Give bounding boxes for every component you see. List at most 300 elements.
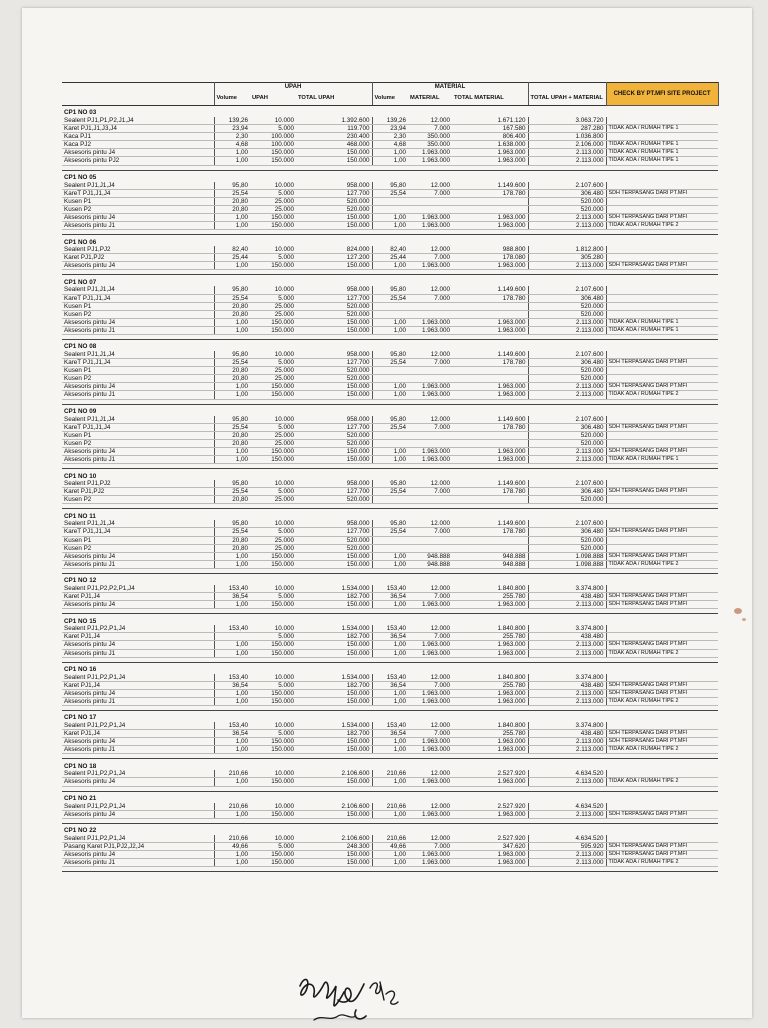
check-note: TIDAK ADA / RUMAH TIPE 1: [606, 157, 718, 165]
total-upah-material: 306.480: [528, 423, 606, 431]
check-note: SDH TERPASANG DARI PT.MFI: [606, 552, 718, 560]
item-name: Kaca PJ1: [62, 133, 214, 141]
total-upah: 150.000: [296, 746, 372, 754]
material-rate: 12.000: [408, 770, 452, 778]
check-note: SDH TERPASANG DARI PT.MFI: [606, 730, 718, 738]
volume-upah: 36,54: [214, 681, 250, 689]
upah-rate: 10.000: [250, 585, 296, 593]
table-row: [62, 585, 718, 593]
upah-rate: 10.000: [250, 351, 296, 359]
material-rate: 7.000: [408, 730, 452, 738]
volume-material: [372, 367, 408, 375]
material-rate: 7.000: [408, 125, 452, 133]
total-upah: 1.534.000: [296, 674, 372, 682]
material-rate: 1.963.000: [408, 383, 452, 391]
total-upah: 520.000: [296, 544, 372, 552]
total-upah: 150.000: [296, 222, 372, 230]
col-header-total-material: TOTAL MATERIAL: [452, 93, 528, 106]
volume-material: 4,68: [372, 141, 408, 149]
material-rate: 1.963.000: [408, 810, 452, 818]
total-material: 1.840.800: [452, 585, 528, 593]
item-name: Kusen P2: [62, 439, 214, 447]
item-name: Karet PJ1,J4: [62, 681, 214, 689]
material-rate: 7.000: [408, 189, 452, 197]
volume-material: 25,44: [372, 254, 408, 262]
total-upah-material: 438.480: [528, 633, 606, 641]
total-material: 178.780: [452, 294, 528, 302]
volume-upah: 1,00: [214, 447, 250, 455]
check-note: TIDAK ADA / RUMAH TIPE 1: [606, 141, 718, 149]
total-material: 1.963.000: [452, 447, 528, 455]
check-note: TIDAK ADA / RUMAH TIPE 2: [606, 649, 718, 657]
total-upah-material: 2.113.000: [528, 810, 606, 818]
total-material: 988.800: [452, 246, 528, 254]
volume-material: 95,80: [372, 182, 408, 190]
upah-rate: 5.000: [250, 423, 296, 431]
total-upah-material: 520.000: [528, 496, 606, 504]
table-row: [62, 674, 718, 682]
total-upah-material: 438.480: [528, 681, 606, 689]
check-note: SDH TERPASANG DARI PT.MFI: [606, 189, 718, 197]
table-row: [62, 391, 718, 399]
item-name: Sealent PJ1,J1,J4: [62, 416, 214, 424]
volume-upah: 20,80: [214, 302, 250, 310]
material-group-header: MATERIAL: [372, 83, 528, 94]
total-upah-material: 287.280: [528, 125, 606, 133]
total-material: 1.963.000: [452, 810, 528, 818]
section-title: CP1 NO 05: [64, 174, 97, 182]
volume-material: 153,40: [372, 625, 408, 633]
material-rate: 7.000: [408, 681, 452, 689]
item-name: Sealent PJ1,P2,P1,J4: [62, 722, 214, 730]
check-note: SDH TERPASANG DARI PT.MFI: [606, 488, 718, 496]
table-row: [62, 730, 718, 738]
material-rate: 350.000: [408, 141, 452, 149]
upah-rate: 25.000: [250, 536, 296, 544]
volume-upah: 25,54: [214, 528, 250, 536]
table-row: [62, 117, 718, 125]
item-name: Sealent PJ1,J1,J4: [62, 286, 214, 294]
total-upah-material: 2.113.000: [528, 697, 606, 705]
material-rate: 12.000: [408, 835, 452, 843]
upah-rate: 25.000: [250, 439, 296, 447]
upah-rate: 150.000: [250, 778, 296, 786]
section-header-row: [62, 469, 718, 481]
upah-rate: 100.000: [250, 133, 296, 141]
total-upah: 127.700: [296, 359, 372, 367]
total-upah: 958.000: [296, 480, 372, 488]
item-name: Sealent PJ1,P2,P1,J4: [62, 625, 214, 633]
upah-rate: 10.000: [250, 835, 296, 843]
total-material: [452, 367, 528, 375]
item-name: Aksesoris pintu PJ2: [62, 157, 214, 165]
total-upah-material: 595.920: [528, 842, 606, 850]
volume-material: 36,54: [372, 681, 408, 689]
upah-rate: 150.000: [250, 649, 296, 657]
item-name: Karet PJ1,PJ2: [62, 488, 214, 496]
volume-upah: 1,00: [214, 850, 250, 858]
upah-rate: 150.000: [250, 447, 296, 455]
total-upah: 127.700: [296, 423, 372, 431]
volume-material: 25,54: [372, 294, 408, 302]
table-row: [62, 439, 718, 447]
item-name: Aksesoris pintu J1: [62, 222, 214, 230]
table-row: [62, 133, 718, 141]
upah-rate: 10.000: [250, 625, 296, 633]
total-upah: 520.000: [296, 302, 372, 310]
material-rate: [408, 302, 452, 310]
section-title: CP1 NO 09: [64, 407, 97, 415]
upah-rate: 100.000: [250, 141, 296, 149]
total-upah-material: 3.063.720: [528, 117, 606, 125]
total-upah: 958.000: [296, 351, 372, 359]
total-upah: 150.000: [296, 601, 372, 609]
total-upah-material: 2.113.000: [528, 213, 606, 221]
table-row: [62, 778, 718, 786]
volume-upah: 49,66: [214, 842, 250, 850]
check-note: SDH TERPASANG DARI PT.MFI: [606, 593, 718, 601]
total-upah-material: 520.000: [528, 431, 606, 439]
table-row: [62, 770, 718, 778]
upah-rate: 150.000: [250, 213, 296, 221]
table-row: [62, 689, 718, 697]
material-rate: 1.963.000: [408, 697, 452, 705]
item-name: Kusen P1: [62, 431, 214, 439]
col-header-volume-material: Volume: [372, 93, 408, 106]
table-row: [62, 310, 718, 318]
section-header-row: [62, 573, 718, 585]
volume-upah: 210,66: [214, 803, 250, 811]
volume-material: 25,54: [372, 528, 408, 536]
table-row: [62, 560, 718, 568]
volume-material: 1,00: [372, 383, 408, 391]
table-row: [62, 423, 718, 431]
volume-upah: 20,80: [214, 439, 250, 447]
table-row: [62, 262, 718, 270]
material-rate: 350.000: [408, 133, 452, 141]
volume-material: 1,00: [372, 262, 408, 270]
table-row: [62, 326, 718, 334]
item-name: Aksesoris pintu J1: [62, 326, 214, 334]
volume-upah: 20,80: [214, 367, 250, 375]
item-name: Aksesoris pintu J4: [62, 689, 214, 697]
section-header-row: [62, 823, 718, 835]
volume-upah: 210,66: [214, 835, 250, 843]
check-note: [606, 205, 718, 213]
volume-material: 1,00: [372, 222, 408, 230]
section-header-row: [62, 339, 718, 351]
col-header-volume-upah: Volume: [214, 93, 250, 106]
total-upah-material: 3.374.800: [528, 625, 606, 633]
volume-material: 25,54: [372, 189, 408, 197]
section-title: CP1 NO 18: [64, 762, 97, 770]
material-rate: 1.963.000: [408, 738, 452, 746]
upah-rate: 5.000: [250, 294, 296, 302]
total-upah-material: 3.374.800: [528, 722, 606, 730]
check-note: [606, 633, 718, 641]
volume-upah: 25,44: [214, 254, 250, 262]
material-rate: 7.000: [408, 842, 452, 850]
item-name: KareT PJ1,J1,J4: [62, 359, 214, 367]
total-upah: 150.000: [296, 149, 372, 157]
volume-material: [372, 439, 408, 447]
upah-rate: 25.000: [250, 496, 296, 504]
upah-rate: 25.000: [250, 302, 296, 310]
table-row: [62, 246, 718, 254]
total-upah-material: 3.374.800: [528, 674, 606, 682]
item-name: KareT PJ1,J1,J4: [62, 528, 214, 536]
material-rate: 12.000: [408, 480, 452, 488]
volume-material: 95,80: [372, 351, 408, 359]
total-upah: 150.000: [296, 689, 372, 697]
table-row: [62, 431, 718, 439]
volume-upah: 1,00: [214, 383, 250, 391]
material-rate: 12.000: [408, 286, 452, 294]
table-row: [62, 383, 718, 391]
total-upah: 958.000: [296, 182, 372, 190]
item-name: Sealent PJ1,P2,P2,P1,J4: [62, 585, 214, 593]
total-upah: 520.000: [296, 431, 372, 439]
check-note: SDH TERPASANG DARI PT.MFI: [606, 601, 718, 609]
material-rate: 1.963.000: [408, 689, 452, 697]
total-upah-material: 2.107.600: [528, 480, 606, 488]
volume-upah: 153,40: [214, 585, 250, 593]
table-row: [62, 197, 718, 205]
volume-upah: 4,68: [214, 141, 250, 149]
table-row: [62, 649, 718, 657]
volume-material: 25,54: [372, 359, 408, 367]
volume-material: 25,54: [372, 423, 408, 431]
item-name: Aksesoris pintu J1: [62, 560, 214, 568]
table-row: [62, 697, 718, 705]
total-upah: 1.392.600: [296, 117, 372, 125]
total-material: 255.780: [452, 593, 528, 601]
table-row: [62, 416, 718, 424]
upah-rate: 25.000: [250, 375, 296, 383]
item-name: Sealent PJ1,PJ2: [62, 246, 214, 254]
volume-upah: 82,40: [214, 246, 250, 254]
item-name: Karet PJ1,J4: [62, 633, 214, 641]
scanned-document-page: [22, 8, 752, 1018]
volume-upah: 95,80: [214, 520, 250, 528]
volume-material: [372, 431, 408, 439]
total-material: 1.963.000: [452, 778, 528, 786]
material-rate: 7.000: [408, 488, 452, 496]
volume-material: [372, 544, 408, 552]
total-upah-material: 4.634.520: [528, 770, 606, 778]
total-material: 1.840.800: [452, 722, 528, 730]
volume-upah: 1,00: [214, 649, 250, 657]
total-material: 1.149.600: [452, 182, 528, 190]
total-upah-material: 2.113.000: [528, 318, 606, 326]
item-name: Karet PJ1,J4: [62, 593, 214, 601]
item-name: Kusen P1: [62, 367, 214, 375]
total-upah: 150.000: [296, 262, 372, 270]
material-rate: 12.000: [408, 520, 452, 528]
total-upah: 520.000: [296, 205, 372, 213]
total-upah: 150.000: [296, 326, 372, 334]
volume-upah: 95,80: [214, 286, 250, 294]
section-title: CP1 NO 22: [64, 827, 97, 835]
total-upah-material: 2.113.000: [528, 222, 606, 230]
check-note: [606, 246, 718, 254]
volume-upah: 153,40: [214, 625, 250, 633]
material-rate: 1.963.000: [408, 213, 452, 221]
total-upah-material: 1.098.888: [528, 552, 606, 560]
check-note: SDH TERPASANG DARI PT.MFI: [606, 423, 718, 431]
check-note: SDH TERPASANG DARI PT.MFI: [606, 689, 718, 697]
item-name: Aksesoris pintu J4: [62, 850, 214, 858]
material-rate: 1.963.000: [408, 778, 452, 786]
total-material: 1.963.000: [452, 850, 528, 858]
total-upah-material: 2.113.000: [528, 149, 606, 157]
section-header-row: [62, 275, 718, 287]
volume-upah: 20,80: [214, 536, 250, 544]
item-name: Sealent PJ1,P2,P1,J4: [62, 770, 214, 778]
total-upah-material: 2.113.000: [528, 456, 606, 464]
volume-upah: 1,00: [214, 262, 250, 270]
item-name: Aksesoris pintu J4: [62, 641, 214, 649]
upah-rate: 5.000: [250, 189, 296, 197]
item-name: Pasang Karet PJ1,PJ2,J2,J4: [62, 842, 214, 850]
table-header-group-row: [62, 83, 718, 94]
total-upah-material: 2.113.000: [528, 157, 606, 165]
total-upah: 150.000: [296, 318, 372, 326]
table-row: [62, 286, 718, 294]
volume-upah: 153,40: [214, 674, 250, 682]
total-material: 1.840.800: [452, 625, 528, 633]
material-rate: 12.000: [408, 674, 452, 682]
total-upah: 958.000: [296, 286, 372, 294]
total-material: 255.780: [452, 681, 528, 689]
total-upah: 958.000: [296, 520, 372, 528]
check-note: TIDAK ADA / RUMAH TIPE 2: [606, 560, 718, 568]
volume-upah: 1,00: [214, 157, 250, 165]
upah-rate: 150.000: [250, 689, 296, 697]
table-row: [62, 633, 718, 641]
volume-upah: 95,80: [214, 416, 250, 424]
upah-rate: 5.000: [250, 633, 296, 641]
volume-upah: 25,54: [214, 189, 250, 197]
total-material: 1.963.000: [452, 318, 528, 326]
total-material: 1.963.000: [452, 859, 528, 867]
volume-upah: 1,00: [214, 689, 250, 697]
item-name: Kaca PJ2: [62, 141, 214, 149]
table-row: [62, 746, 718, 754]
upah-rate: 150.000: [250, 697, 296, 705]
volume-upah: 2,30: [214, 133, 250, 141]
check-note: [606, 133, 718, 141]
material-rate: [408, 431, 452, 439]
total-upah: 150.000: [296, 560, 372, 568]
check-note: [606, 117, 718, 125]
upah-rate: 10.000: [250, 803, 296, 811]
check-note: TIDAK ADA / RUMAH TIPE 2: [606, 746, 718, 754]
section-header-row: [62, 170, 718, 182]
total-upah: 150.000: [296, 738, 372, 746]
material-rate: [408, 439, 452, 447]
total-material: 1.840.800: [452, 674, 528, 682]
total-upah-material: 306.480: [528, 488, 606, 496]
material-rate: 1.963.000: [408, 326, 452, 334]
material-rate: 7.000: [408, 593, 452, 601]
upah-rate: 25.000: [250, 310, 296, 318]
upah-rate: 5.000: [250, 125, 296, 133]
item-name: Aksesoris pintu J4: [62, 447, 214, 455]
total-upah: 248.300: [296, 842, 372, 850]
check-note: SDH TERPASANG DARI PT.MFI: [606, 359, 718, 367]
table-row: [62, 157, 718, 165]
total-upah-material: 306.480: [528, 359, 606, 367]
material-rate: 12.000: [408, 246, 452, 254]
check-note: [606, 310, 718, 318]
volume-material: 210,66: [372, 770, 408, 778]
table-row: [62, 850, 718, 858]
check-note: [606, 431, 718, 439]
section-title: CP1 NO 08: [64, 343, 97, 351]
upah-rate: 10.000: [250, 722, 296, 730]
material-rate: 1.963.000: [408, 149, 452, 157]
upah-rate: 150.000: [250, 601, 296, 609]
total-upah: 468.000: [296, 141, 372, 149]
total-upah: 119.700: [296, 125, 372, 133]
check-note: SDH TERPASANG DARI PT.MFI: [606, 383, 718, 391]
total-upah-material: 4.634.520: [528, 803, 606, 811]
total-upah-material: 520.000: [528, 197, 606, 205]
total-upah: 150.000: [296, 447, 372, 455]
volume-upah: 1,00: [214, 222, 250, 230]
total-upah-material: 520.000: [528, 310, 606, 318]
material-rate: 12.000: [408, 182, 452, 190]
total-upah-material: 438.480: [528, 593, 606, 601]
total-upah-material: 520.000: [528, 536, 606, 544]
upah-rate: 150.000: [250, 746, 296, 754]
volume-upah: 20,80: [214, 205, 250, 213]
total-upah: 958.000: [296, 416, 372, 424]
total-upah-material: 2.107.600: [528, 286, 606, 294]
table-row: [62, 125, 718, 133]
item-name: Kusen P2: [62, 310, 214, 318]
total-upah-material: 520.000: [528, 375, 606, 383]
total-material: 1.149.600: [452, 416, 528, 424]
volume-material: 49,66: [372, 842, 408, 850]
total-upah: 150.000: [296, 649, 372, 657]
check-note: SDH TERPASANG DARI PT.MFI: [606, 738, 718, 746]
total-material: 2.527.920: [452, 770, 528, 778]
volume-upah: 1,00: [214, 810, 250, 818]
table-row: [62, 488, 718, 496]
total-upah: 1.534.000: [296, 722, 372, 730]
volume-upah: 210,66: [214, 770, 250, 778]
total-material: 1.963.000: [452, 157, 528, 165]
upah-rate: 150.000: [250, 850, 296, 858]
total-upah: 520.000: [296, 439, 372, 447]
volume-material: 210,66: [372, 803, 408, 811]
volume-material: 1,00: [372, 149, 408, 157]
table-row: [62, 359, 718, 367]
table-row: [62, 536, 718, 544]
volume-material: 1,00: [372, 810, 408, 818]
upah-rate: 5.000: [250, 528, 296, 536]
material-rate: 12.000: [408, 351, 452, 359]
total-upah-material: 2.113.000: [528, 689, 606, 697]
check-note: TIDAK ADA / RUMAH TIPE 1: [606, 149, 718, 157]
total-upah: 230.400: [296, 133, 372, 141]
item-name: KareT PJ1,J1,J4: [62, 294, 214, 302]
volume-material: 1,00: [372, 689, 408, 697]
item-name: Aksesoris pintu J4: [62, 778, 214, 786]
volume-upah: 1,00: [214, 149, 250, 157]
